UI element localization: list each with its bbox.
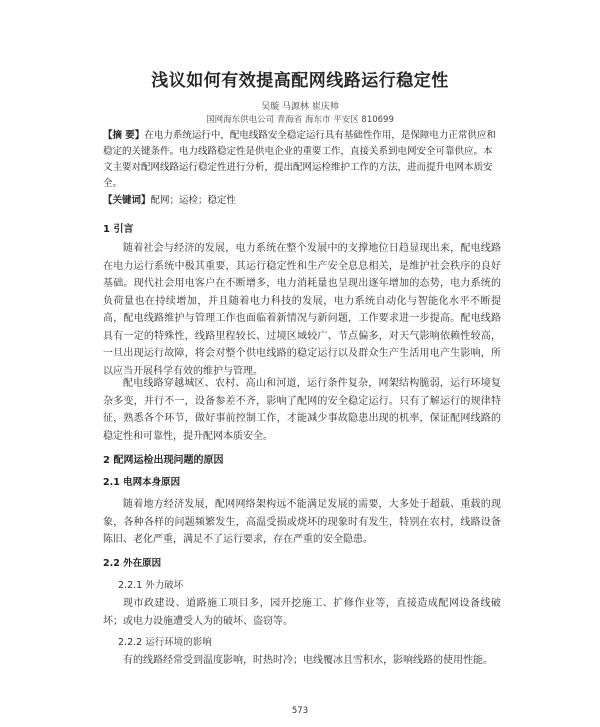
abstract-text: 在电力系统运行中，配电线路安全稳定运行具有基础性作用，是保障电力正常供应和稳定的关键条件。电力线路稳定性是供电企业的重要工作，直接关系到电网安全可靠供应。本文主要对配网线路运行稳定性进行分析，提出配网运检维护工作的方法，进而提升电网本质安全。 [103,130,496,189]
keywords [103,193,501,209]
abstract [103,128,501,192]
paragraph-environment: 有的线路经常受到温度影响，时热时冷；电线覆冰且雪积水，影响线路的使用性能。 [123,655,493,666]
paragraph-intro-2: 配电线路穿越城区、农村、高山和河道，运行条件复杂，网架结构脆弱，运行环境复杂多变，并行不一，设备参差不齐，影响了配网的安全稳定运行。只有了解运行的规律特征，熟悉各个环节，做好事前控制工作，才能减少事故隐患出现的机率，保证配网线路的稳定性和可靠性，提升配网本质安全。 [103,378,501,442]
subsection-heading-grid: 2.1 电网本身原因 [103,477,181,488]
section-heading-causes: 2 配网运检出现问题的原因 [103,455,224,466]
author-list: 吴璇 马源林 崔庆帅 [261,102,339,112]
subsubsection-heading-environment: 2.2.2 运行环境的影响 [118,637,212,648]
affiliation: 国网海东供电公司 青海省 海东市 平安区 810699 [206,115,394,125]
keywords-text: 配网；运检；稳定性 [150,195,237,206]
paper-title: 浅议如何有效提高配网线路运行稳定性 [151,71,449,91]
subsection-heading-external: 2.2 外在原因 [103,558,162,569]
section-heading-introduction: 1 引言 [103,224,134,235]
paragraph-intro-1: 随着社会与经济的发展，电力系统在整个发展中的支撑地位日趋显现出来，配电线路在电力运行系统中极其重要，其运行稳定性和生产安全息息相关，是维护社会秩序的良好基础。现代社会用电客户在不断增多，电力消耗量也呈现出逐年增加的态势，电力系统的负荷量也在持续增加，并且随着电力科技的发展，电力系统自动化与智能化水平不断提高，配电线路维护与管理工作也面临着新情况与新问题，工作要求进一步提高。配电线路具有一定的特殊性，线路里程较长、过境区域较广、节点偏多，对天气影响依赖性较高，一旦出现运行故障，将会对整个供电线路的稳定运行以及群众生产生活用电产生影响，所以应当开展科学有效的维护与管理。 [103,243,501,377]
keywords-label: 【关键词】 [103,195,151,206]
paragraph-external-damage: 现市政建设、道路施工项目多，园开挖施工、扩修作业等，直接造成配网设备线破坏；或电力设施遭受人为的破坏、盗窃等。 [103,598,501,627]
subsubsection-heading-external-damage: 2.2.1 外力破坏 [118,580,184,591]
paragraph-grid-causes: 随着地方经济发展，配网网络架构远不能满足发展的需要，大多处于超载、重载的现象，各种各样的问题频繁发生，高温受损或烧坏的现象时有发生，特别在农村，线路设备陈旧、老化严重，满足不了运行要求，存在严重的安全隐患。 [103,499,501,545]
page-number: 573 [291,706,309,716]
abstract-label: 【摘 要】 [103,130,145,141]
